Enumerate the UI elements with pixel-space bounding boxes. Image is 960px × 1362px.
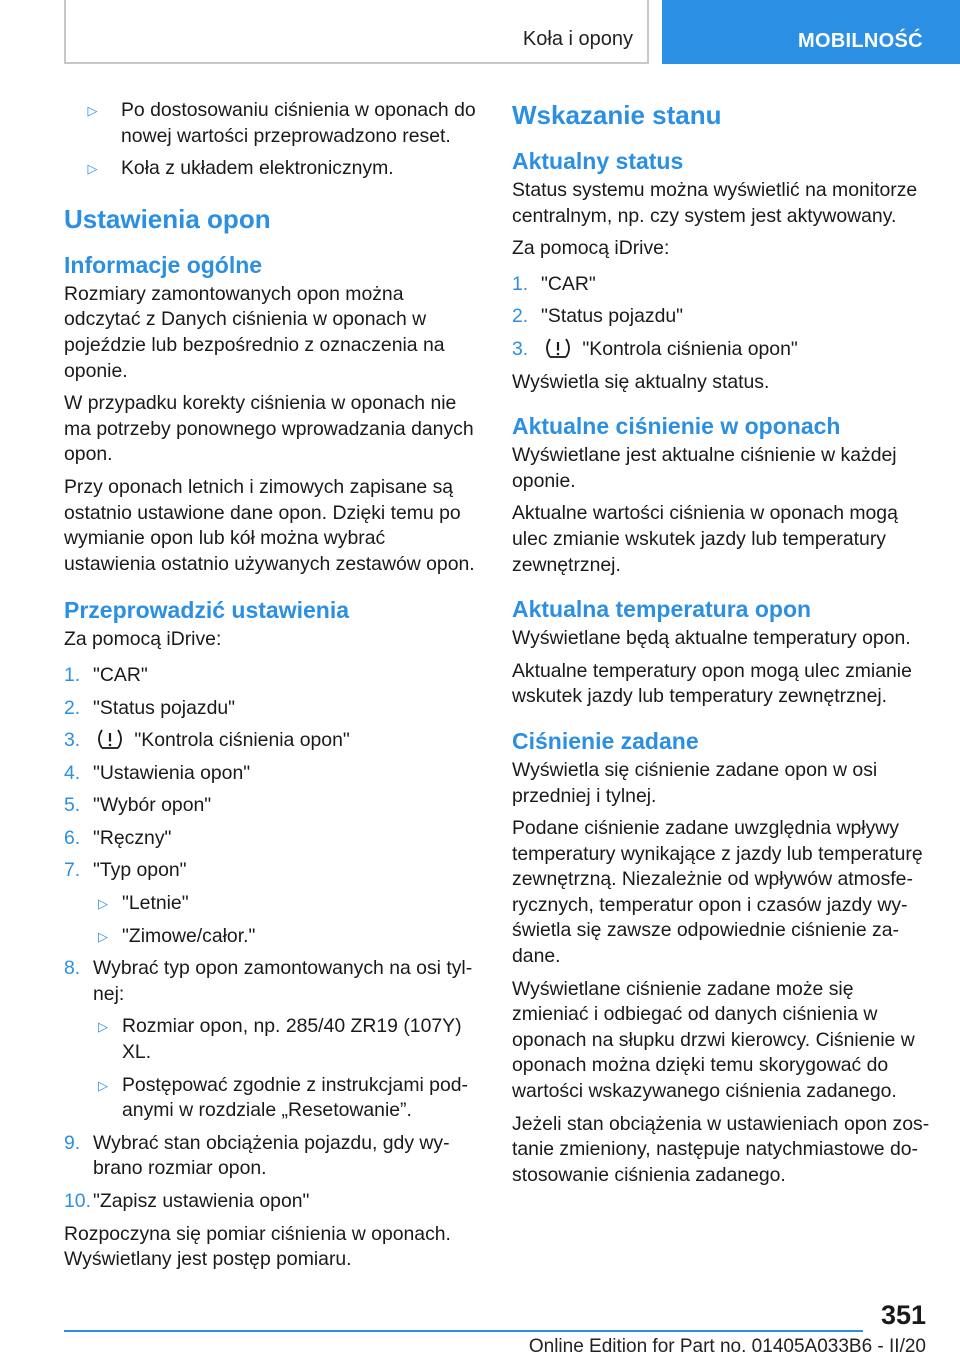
triangle-right-icon: ▷ <box>98 1019 108 1035</box>
step-text: "CAR" <box>93 663 148 686</box>
triangle-right-icon: ▷ <box>87 161 98 177</box>
step-number: 1. <box>512 272 529 295</box>
footer-edition: Online Edition for Part no. 01405A033B6 - II/20 <box>528 1336 926 1357</box>
paragraph: Wyświetla się ciśnienie zadane opon w osi przedniej i tylnej. <box>512 758 878 807</box>
step-item <box>64 728 482 754</box>
paragraph: Jeżeli stan obciążenia w ustawieniach opon zostanie zmieniony, następuje natychmiastowe dostosowanie ciśnienia zadanego. <box>512 1112 930 1186</box>
step-number: 3. <box>64 729 81 752</box>
paragraph: Wyświetlane będą aktualne temperatury opon. <box>512 627 911 650</box>
step-text: "Status pojazdu" <box>93 696 236 719</box>
step-text: "Kontrola ciśnienia opon" <box>582 337 798 360</box>
triangle-right-icon: ▷ <box>98 1077 108 1093</box>
step-number: 6. <box>64 826 81 849</box>
step-number: 3. <box>512 337 529 360</box>
page-number: 351 <box>880 1300 926 1330</box>
footer-divider <box>64 1330 863 1332</box>
paragraph: Status systemu można wyświetlić na monitorze centralnym, np. czy system jest aktywowany. <box>512 179 918 227</box>
sub-item-text: Postępować zgodnie z instrukcjami podanymi w rozdziale „Resetowanie”. <box>122 1073 468 1122</box>
step-item <box>64 826 482 852</box>
header-chapter-tab <box>662 0 960 64</box>
paragraph: Aktualne wartości ciśnienia w oponach mogą ulec zmianie wskutek jazdy lub temperatury zewnętrznej. <box>512 502 898 576</box>
step-number: 9. <box>64 1131 81 1154</box>
step-item <box>512 272 930 298</box>
step-item <box>512 304 930 330</box>
triangle-right-icon: ▷ <box>98 896 108 912</box>
heading-tire-settings: Ustawienia opon <box>64 203 271 234</box>
paragraph: Rozpoczyna się pomiar ciśnienia w oponach. Wyświetlany jest postęp pomiaru. <box>64 1222 451 1271</box>
tire-pressure-warning-icon <box>95 728 125 750</box>
paragraph: Przy oponach letnich i zimowych zapisane są ostatnio ustawione dane opon. Dzięki temu po wymianie opon lub kół można wybrać ustawienia ostatnio używanych zestawów opon. <box>64 475 475 575</box>
step-item <box>64 663 482 689</box>
heading-current-status: Aktualny status <box>512 148 684 174</box>
header-section-box <box>64 0 649 64</box>
tire-pressure-warning-icon <box>543 337 573 359</box>
step-text: "Ręczny" <box>93 826 172 849</box>
step-text: "Kontrola ciśnienia opon" <box>134 729 350 752</box>
paragraph: Aktualne temperatury opon mogą ulec zmianie wskutek jazdy lub temperatury zewnętrznej. <box>512 659 912 708</box>
heading-current-pressure: Aktualne ciśnienie w oponach <box>512 413 841 440</box>
triangle-right-icon: ▷ <box>87 103 98 118</box>
step-number: 2. <box>64 696 81 719</box>
sub-list-item <box>93 1073 482 1124</box>
step-text: "CAR" <box>541 272 596 295</box>
step-item <box>64 1189 482 1215</box>
step-item <box>64 761 482 787</box>
step-item <box>64 696 482 722</box>
sub-list-item <box>93 891 482 917</box>
step-text: "Typ opon" <box>93 859 187 882</box>
step-number: 1. <box>64 663 81 686</box>
step-number: 5. <box>64 794 81 817</box>
step-item <box>64 1131 482 1182</box>
step-number: 8. <box>64 957 81 980</box>
step-item <box>64 956 482 1007</box>
step-text: "Status pojazdu" <box>541 305 684 328</box>
header-section-title: Koła i opony <box>522 28 633 50</box>
paragraph: Rozmiary zamontowanych opon można odczytać z Danych ciśnienia w oponach w pojeździe lub bezpośrednio z oznaczenia na oponie. <box>64 282 445 382</box>
list-item <box>64 98 482 149</box>
heading-current-temperature: Aktualna temperatura opon <box>512 596 812 623</box>
step-text: Wybrać stan obciążenia pojazdu, gdy wybrano rozmiar opon. <box>93 1131 450 1180</box>
step-text: "Wybór opon" <box>93 794 212 817</box>
sub-item-text: "Letnie" <box>122 892 189 915</box>
heading-target-pressure: Ciśnienie zadane <box>512 727 699 754</box>
sub-item-text: "Zimowe/całor." <box>122 924 256 947</box>
list-item <box>64 156 482 182</box>
triangle-right-icon: ▷ <box>98 928 108 944</box>
sub-item-text: Rozmiar opon, np. 285/40 ZR19 (107Y) XL. <box>122 1015 462 1064</box>
idrive-intro: Za pomocą iDrive: <box>512 237 670 260</box>
right-column <box>512 98 930 1195</box>
step-number: 7. <box>64 859 81 882</box>
step-item <box>512 337 930 363</box>
step-item <box>64 793 482 819</box>
step-number: 4. <box>64 761 81 784</box>
paragraph: Podane ciśnienie zadane uwzględnia wpływy temperatury wynikające z jazdy lub temperaturę zewnętrzną. Niezależnie od wpływów atmosferycznych, temperatur opon i czasów jazdy wyświetla się zawsze odpowiednie ciśnienie zadane. <box>512 817 923 968</box>
step-item <box>64 858 482 884</box>
idrive-intro: Za pomocą iDrive: <box>64 628 222 651</box>
paragraph: Wyświetlane jest aktualne ciśnienie w każdej oponie. <box>512 444 897 492</box>
paragraph: W przypadku korekty ciśnienia w oponach nie ma potrzeby ponownego wprowadzania danych opon. <box>64 392 474 466</box>
left-column <box>64 98 482 1280</box>
step-number: 2. <box>512 305 529 328</box>
heading-perform-settings: Przeprowadzić ustawienia <box>64 597 350 624</box>
step-text: "Zapisz ustawienia opon" <box>93 1190 310 1212</box>
step-text: Wybrać typ opon zamontowanych na osi tylnej: <box>93 957 473 1005</box>
heading-general-info: Informacje ogólne <box>64 251 263 278</box>
heading-status-display: Wskazanie stanu <box>512 100 722 130</box>
header-chapter-title: MOBILNOŚĆ <box>798 30 923 52</box>
sub-list-item <box>93 1014 482 1065</box>
bullet-text: Koła z układem elektronicznym. <box>121 157 394 180</box>
paragraph: Wyświetla się aktualny status. <box>512 370 770 393</box>
step-text: "Ustawienia opon" <box>93 761 251 784</box>
step-number: 10. <box>64 1190 91 1212</box>
sub-list-item <box>93 924 482 950</box>
bullet-text: Po dostosowaniu ciśnienia w oponach do nowej wartości przeprowadzono reset. <box>121 99 476 147</box>
paragraph: Wyświetlane ciśnienie zadane może się zmieniać i odbiegać od danych ciśnienia w oponach na słupku drzwi kierowcy. Ciśnienie w oponach można dzięki temu skorygować do wartości wskazywanego ciśnienia zadanego. <box>512 977 915 1103</box>
